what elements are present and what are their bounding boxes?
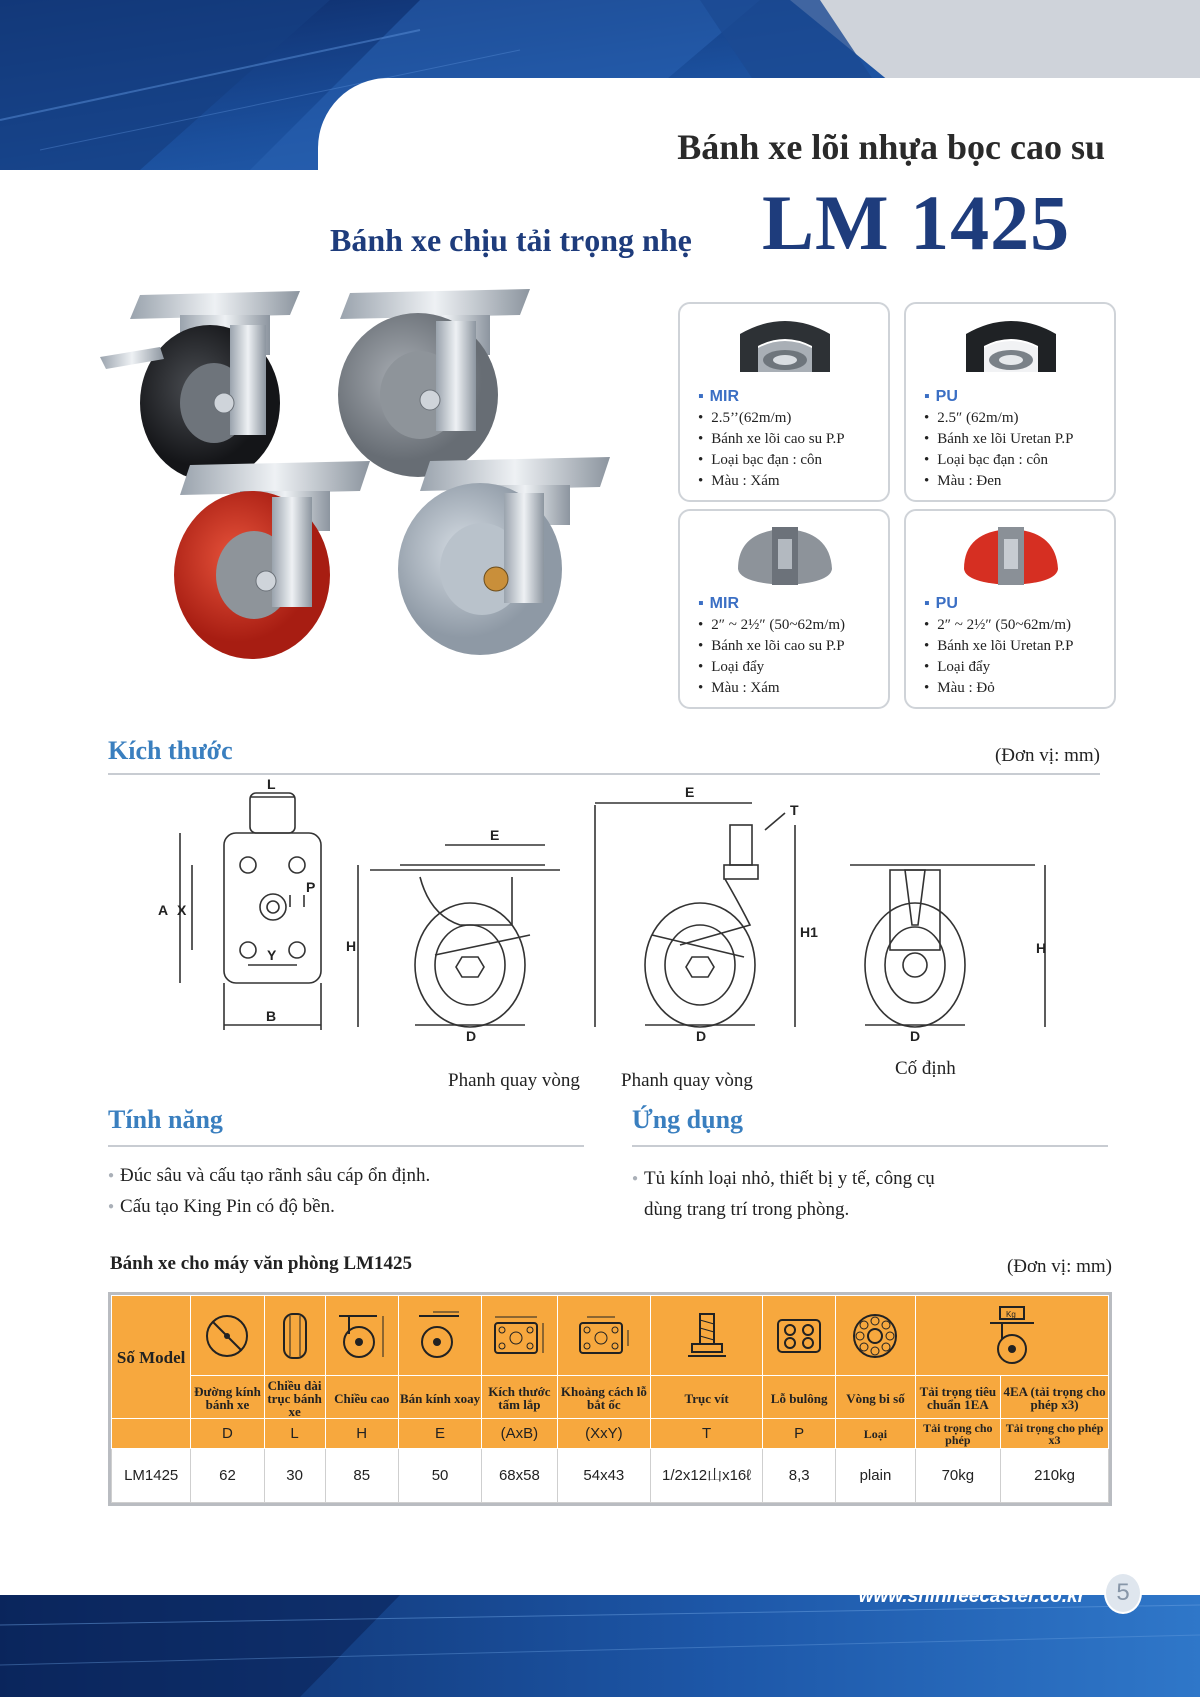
spec-card-mir-bearing	[678, 302, 890, 502]
col-symbol: E	[398, 1419, 481, 1449]
table-cell: 30	[264, 1449, 325, 1503]
col-symbol: H	[325, 1419, 398, 1449]
col-symbol: Tải trọng cho phép x3	[1001, 1419, 1109, 1449]
bolt-spacing-icon	[557, 1296, 651, 1376]
bolt-hole-icon	[763, 1296, 836, 1376]
features-list	[108, 1162, 430, 1224]
plate-size-icon	[482, 1296, 557, 1376]
dim-label-d: D	[466, 1028, 477, 1044]
table-cell: 210kg	[1001, 1449, 1109, 1503]
col-header: Kích thước tấm lắp	[482, 1376, 557, 1419]
col-symbol: Loại	[836, 1419, 915, 1449]
col-symbol: T	[651, 1419, 763, 1449]
card-spec-line: • Loại bạc đạn : côn	[924, 450, 1074, 471]
col-symbol: L	[264, 1419, 325, 1449]
applications-heading: Ứng dụng	[632, 1105, 744, 1134]
dimension-drawings	[140, 776, 1080, 1065]
page-subtitle: Bánh xe chịu tải trọng nhẹ	[330, 222, 692, 258]
table-cell: 54x43	[557, 1449, 651, 1503]
card-spec-list	[698, 408, 845, 492]
card-spec-line: • Bánh xe lõi Uretan P.P	[924, 429, 1074, 450]
col-symbol: D	[191, 1419, 264, 1449]
axle-length-icon	[264, 1296, 325, 1376]
table-cell: 68x58	[482, 1449, 557, 1503]
table-cell: 62	[191, 1449, 264, 1503]
dim-label-a: A	[158, 902, 169, 918]
col-header: Bán kính xoay	[398, 1376, 481, 1419]
model-header: Số Model	[112, 1296, 191, 1419]
caption-rigid: Cố định	[895, 1058, 956, 1079]
application-line: dùng trang trí trong phòng.	[644, 1199, 850, 1220]
dim-label-t: T	[790, 802, 799, 818]
table-cell: plain	[836, 1449, 915, 1503]
card-spec-line: • Loại bạc đạn : côn	[698, 450, 845, 471]
dim-label-d: D	[910, 1028, 921, 1044]
table-title: Bánh xe cho máy văn phòng LM1425	[110, 1253, 412, 1274]
wheel-core-white-icon	[956, 312, 1066, 382]
feature-item: ● Đúc sâu và cấu tạo rãnh sâu cáp ổn định.	[108, 1162, 430, 1193]
table-row	[112, 1449, 1109, 1503]
card-spec-line: • 2″ ~ 2½″ (50~62m/m)	[698, 615, 845, 636]
spec-table	[108, 1292, 1112, 1506]
dim-label-h: H	[346, 938, 357, 954]
applications-text	[632, 1165, 935, 1224]
col-header: Vòng bi số	[836, 1376, 915, 1419]
plate-top-view-drawing	[180, 793, 321, 1030]
col-header: Chiều cao	[325, 1376, 398, 1419]
table-cell: 85	[325, 1449, 398, 1503]
card-spec-line: • Loại đẩy	[924, 657, 1074, 678]
model-header-spacer	[112, 1419, 191, 1449]
rigid-caster-drawing	[850, 865, 1045, 1027]
col-symbol: P	[763, 1419, 836, 1449]
spec-card-mir-push	[678, 509, 890, 709]
divider	[632, 1145, 1108, 1147]
features-heading: Tính năng	[108, 1105, 223, 1134]
card-spec-list	[698, 615, 845, 699]
spec-card-pu-bearing	[904, 302, 1116, 502]
card-spec-line: • Màu : Xám	[698, 678, 845, 699]
dim-label-e: E	[685, 784, 695, 800]
card-spec-line: • Màu : Xám	[698, 471, 845, 492]
dim-label-l: L	[267, 776, 276, 792]
dim-label-e: E	[490, 827, 500, 843]
dim-label-h1: H1	[800, 924, 818, 940]
col-header: Chiều dài trục bánh xe	[264, 1376, 325, 1419]
model-name: LM 1425	[762, 179, 1071, 266]
page-title: Bánh xe lõi nhựa bọc cao su	[677, 127, 1105, 167]
wheel-core-grey-icon	[730, 312, 840, 382]
application-line: Tủ kính loại nhỏ, thiết bị y tế, công cụ	[644, 1168, 935, 1189]
website-link[interactable]: www.shinheecaster.co.kr	[858, 1586, 1085, 1607]
dimensions-heading: Kích thước	[108, 736, 233, 765]
card-spec-line: • Màu : Đỏ	[924, 678, 1074, 699]
page-number: 5	[1104, 1572, 1142, 1614]
dim-label-y: Y	[267, 947, 277, 963]
row-model: LM1425	[112, 1449, 191, 1503]
swivel-brake-drawing-1	[358, 845, 560, 1027]
dim-label-d: D	[696, 1028, 707, 1044]
caption-swivel-brake-1: Phanh quay vòng	[448, 1070, 580, 1091]
card-tag: ▪ PU	[924, 595, 958, 613]
caster-photo-red	[174, 461, 370, 659]
bullet-icon: ●	[632, 1173, 639, 1184]
caster-photo-black	[100, 291, 300, 481]
col-header: Lỗ bulông	[763, 1376, 836, 1419]
col-symbol: Tải trọng cho phép	[915, 1419, 1000, 1449]
wheel-red-icon	[956, 519, 1066, 589]
spec-card-pu-push	[904, 509, 1116, 709]
col-header: 4EA (tải trọng cho phép x3)	[1001, 1376, 1109, 1419]
divider	[108, 1145, 584, 1147]
card-spec-list	[924, 408, 1074, 492]
swivel-radius-icon	[398, 1296, 481, 1376]
screw-icon	[651, 1296, 763, 1376]
col-header: Tải trọng tiêu chuẩn 1EA	[915, 1376, 1000, 1419]
col-symbol: (AxB)	[482, 1419, 557, 1449]
card-spec-line: • Màu : Đen	[924, 471, 1074, 492]
card-tag: ▪ PU	[924, 388, 958, 406]
card-spec-line: • Bánh xe lõi cao su P.P	[698, 636, 845, 657]
card-spec-line: • 2.5’’(62m/m)	[698, 408, 845, 429]
card-spec-line: • Bánh xe lõi cao su P.P	[698, 429, 845, 450]
col-header: Khoảng cách lỗ bắt ốc	[557, 1376, 651, 1419]
card-spec-line: • Loại đẩy	[698, 657, 845, 678]
caster-photo-grey	[338, 289, 530, 477]
card-spec-line: • 2″ ~ 2½″ (50~62m/m)	[924, 615, 1074, 636]
bearing-icon	[836, 1296, 915, 1376]
diameter-icon	[191, 1296, 264, 1376]
col-symbol: (XxY)	[557, 1419, 651, 1449]
swivel-brake-drawing-2	[595, 803, 795, 1027]
dim-label-p: P	[306, 879, 316, 895]
card-tag: ▪ MIR	[698, 595, 739, 613]
product-photos	[100, 285, 660, 705]
card-spec-list	[924, 615, 1074, 699]
card-tag: ▪ MIR	[698, 388, 739, 406]
table-cell: 1/2x12山x16ℓ	[651, 1449, 763, 1503]
footer-band	[0, 1595, 1200, 1697]
height-icon	[325, 1296, 398, 1376]
load-icon-label: Kg	[1005, 1309, 1016, 1319]
feature-item: ● Cấu tạo King Pin có độ bền.	[108, 1193, 430, 1224]
divider	[108, 773, 1100, 775]
load-icon	[915, 1296, 1108, 1376]
card-spec-line: • 2.5″ (62m/m)	[924, 408, 1074, 429]
card-spec-line: • Bánh xe lõi Uretan P.P	[924, 636, 1074, 657]
table-cell: 8,3	[763, 1449, 836, 1503]
caption-swivel-brake-2: Phanh quay vòng	[621, 1070, 753, 1091]
dim-label-h: H	[1036, 940, 1047, 956]
col-header: Đường kính bánh xe	[191, 1376, 264, 1419]
dim-label-b: B	[266, 1008, 277, 1024]
dim-label-x: X	[177, 902, 187, 918]
wheel-grey-icon	[730, 519, 840, 589]
table-cell: 50	[398, 1449, 481, 1503]
col-header: Trục vít	[651, 1376, 763, 1419]
caster-photo-clear	[398, 457, 610, 655]
table-cell: 70kg	[915, 1449, 1000, 1503]
table-unit: (Đơn vị: mm)	[1006, 1256, 1112, 1277]
dimensions-unit: (Đơn vị: mm)	[994, 745, 1100, 766]
